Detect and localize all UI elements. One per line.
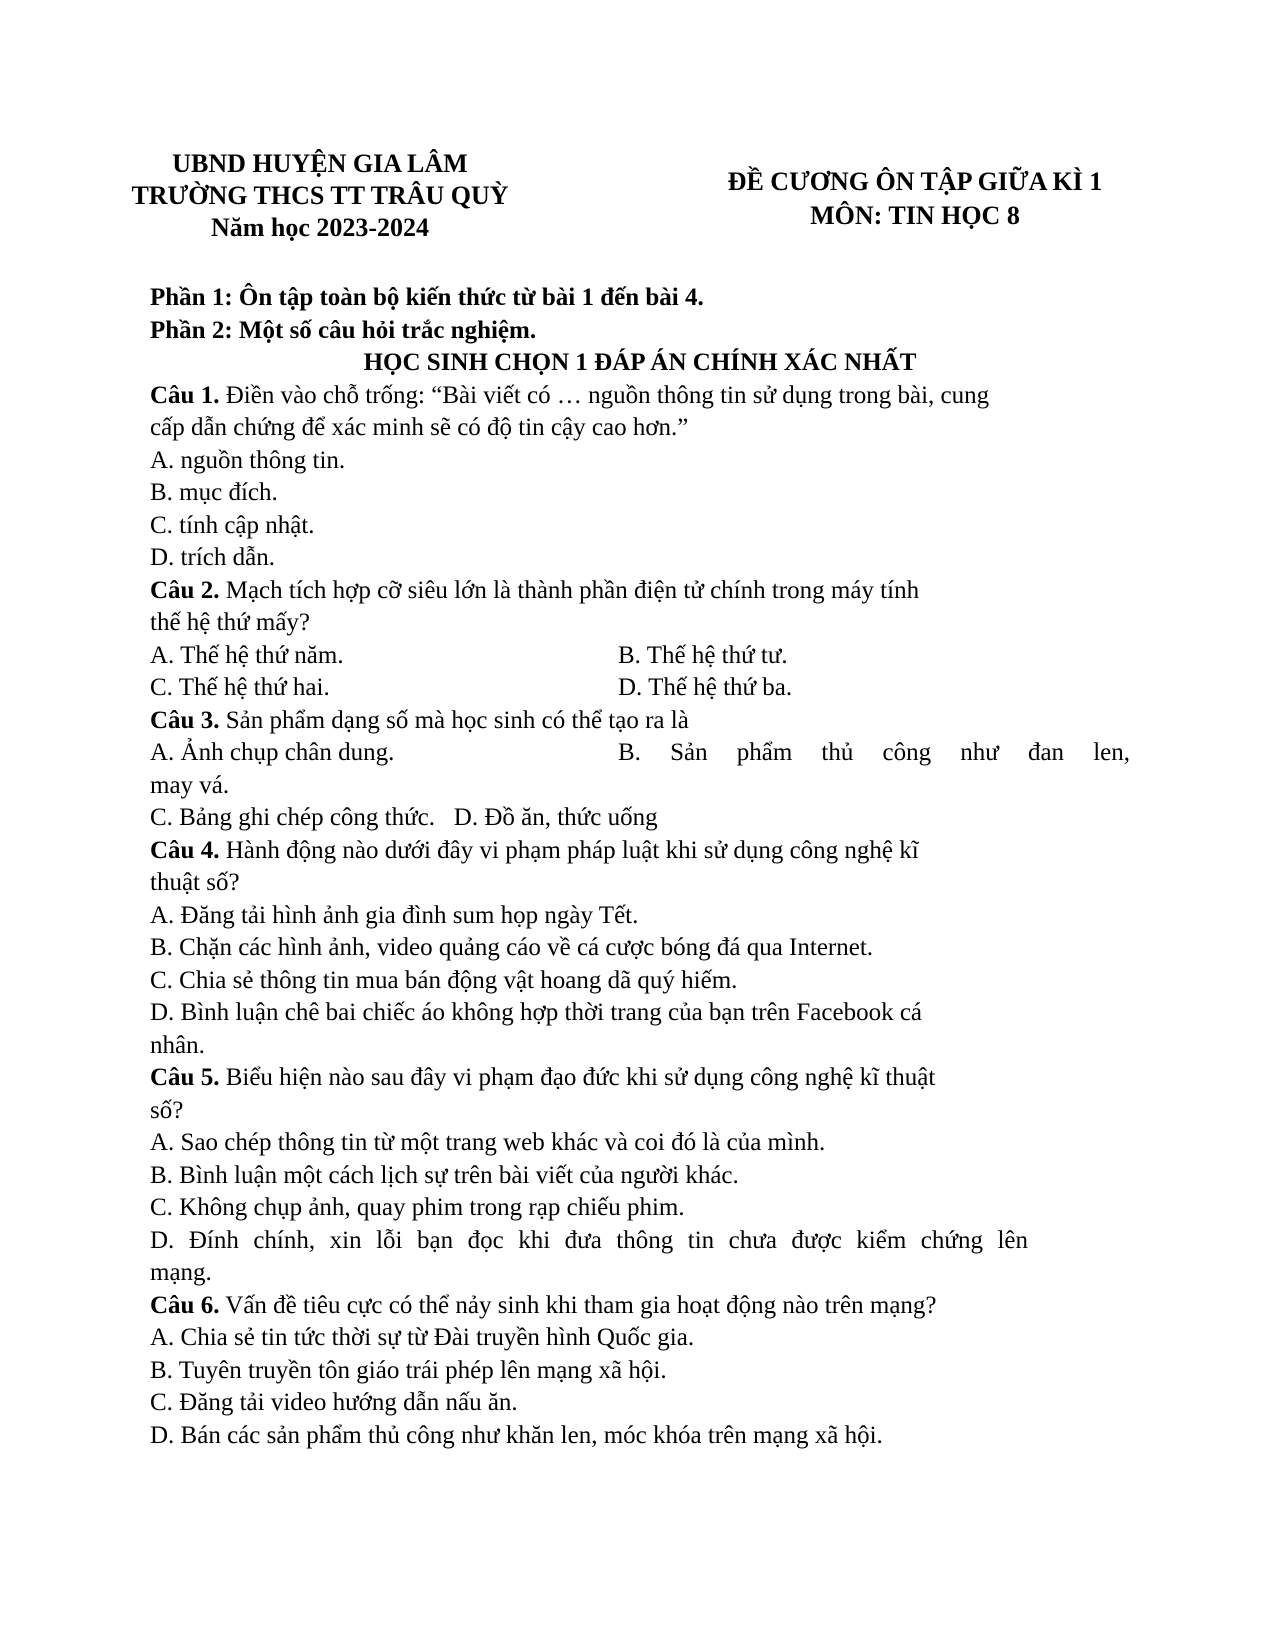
question-text: Vấn đề tiêu cực có thể nảy sinh khi tham gia hoạt động nào trên mạng? — [219, 1291, 937, 1319]
option-d-cont: mạng. — [150, 1259, 212, 1286]
question-label: Câu 3. — [150, 706, 220, 734]
option-a: A. Chia sẻ tin tức thời sự từ Đài truyền hình Quốc gia. — [150, 1324, 695, 1351]
option-c: C. Đăng tải video hướng dẫn nấu ăn. — [150, 1389, 518, 1416]
option-c: C. Thế hệ thứ hai. — [150, 674, 330, 701]
option-a: A. Thế hệ thứ năm. — [150, 641, 344, 669]
option-d: D. Thế hệ thứ ba. — [618, 674, 793, 701]
option-b: B. Thế hệ thứ tư. — [618, 641, 788, 669]
option-c: C. Chia sẻ thông tin mua bán động vật hoang dã quý hiếm. — [150, 966, 738, 994]
question-4 — [150, 835, 1130, 1063]
option-d: D. Bình luận chê bai chiếc áo không hợp thời trang của bạn trên Facebook cá — [150, 999, 923, 1026]
option-c: C. Bảng ghi chép công thức. — [150, 804, 436, 831]
option-b: B. mục đích. — [150, 479, 278, 506]
school-header — [100, 148, 540, 244]
option-b-cont: may vá. — [150, 771, 230, 799]
question-text-cont: thuật số? — [150, 869, 240, 896]
document-title-block — [700, 165, 1130, 233]
option-b: B. Chặn các hình ảnh, video quảng cáo về cá cược bóng đá qua Internet. — [150, 934, 874, 961]
question-3 — [150, 705, 1130, 835]
question-text: Mạch tích hợp cỡ siêu lớn là thành phần điện tử chính trong máy tính — [219, 576, 920, 604]
question-label: Câu 5. — [150, 1064, 220, 1091]
option-d-cont: nhân. — [150, 1031, 205, 1059]
question-text-cont: cấp dẫn chứng để xác minh sẽ có độ tin cậy cao hơn.” — [150, 414, 689, 441]
instruction-heading: HỌC SINH CHỌN 1 ĐÁP ÁN CHÍNH XÁC NHẤT — [363, 349, 917, 376]
document-title: ĐỀ CƯƠNG ÔN TẬP GIỮA KÌ 1 — [727, 167, 1103, 196]
option-a: A. Ảnh chụp chân dung. — [150, 739, 395, 766]
question-text-cont: số? — [150, 1096, 184, 1124]
part-2-heading: Phần 2: Một số câu hỏi trắc nghiệm. — [150, 316, 537, 344]
question-text-cont: thế hệ thứ mấy? — [150, 609, 311, 636]
option-b: B. Tuyên truyền tôn giáo trái phép lên mạng xã hội. — [150, 1356, 667, 1384]
school-name: TRƯỜNG THCS TT TRÂU QUỲ — [131, 181, 509, 210]
option-b: B. Bình luận một cách lịch sự trên bài viết của người khác. — [150, 1161, 739, 1189]
question-text: Điền vào chỗ trống: “Bài viết có … nguồn thông tin sử dụng trong bài, cung — [219, 381, 990, 409]
question-label: Câu 2. — [150, 576, 220, 604]
option-d: D. Đồ ăn, thức uống — [453, 804, 658, 831]
question-text: Sản phẩm dạng số mà học sinh có thể tạo ra là — [219, 706, 689, 734]
question-5 — [150, 1062, 1130, 1290]
question-2 — [150, 575, 1130, 705]
question-text: Hành động nào dưới đây vi phạm pháp luật khi sử dụng công nghệ kĩ — [219, 836, 919, 864]
document-body — [150, 282, 1130, 1452]
question-label: Câu 4. — [150, 836, 220, 864]
question-text: Biểu hiện nào sau đây vi phạm đạo đức khi sử dụng công nghệ kĩ thuật — [219, 1064, 936, 1091]
district-name: UBND HUYỆN GIA LÂM — [172, 149, 468, 178]
option-a: A. Sao chép thông tin từ một trang web khác và coi đó là của mình. — [150, 1129, 826, 1156]
part-1-heading: Phần 1: Ôn tập toàn bộ kiến thức từ bài 1 đến bài 4. — [150, 284, 704, 311]
subject-title: MÔN: TIN HỌC 8 — [810, 201, 1020, 230]
question-1 — [150, 380, 1130, 575]
option-d: D. trích dẫn. — [150, 544, 275, 571]
question-label: Câu 1. — [150, 381, 220, 409]
option-c: C. Không chụp ảnh, quay phim trong rạp chiếu phim. — [150, 1194, 685, 1221]
question-6 — [150, 1290, 1130, 1453]
option-a: A. nguồn thông tin. — [150, 446, 346, 474]
school-year: Năm học 2023-2024 — [210, 213, 430, 242]
option-c: C. tính cập nhật. — [150, 511, 315, 539]
question-label: Câu 6. — [150, 1291, 220, 1319]
option-b: B. Sản phẩm thủ công như đan len, — [618, 739, 1130, 766]
option-a: A. Đăng tải hình ảnh gia đình sum họp ngày Tết. — [150, 901, 639, 929]
option-d: D. Đính chính, xin lỗi bạn đọc khi đưa thông tin chưa được kiểm chứng lên — [150, 1226, 1028, 1254]
option-d: D. Bán các sản phẩm thủ công như khăn len, móc khóa trên mạng xã hội. — [150, 1421, 883, 1449]
